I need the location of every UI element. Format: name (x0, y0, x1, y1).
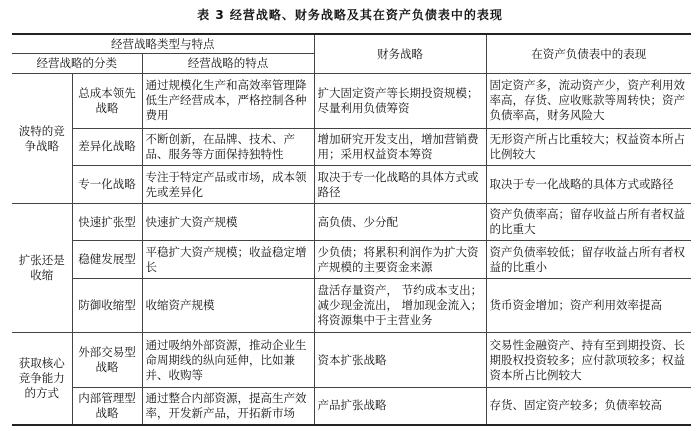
strategy-feature: 通过吸纳外部资源，推动企业生命周期线的纵向延伸，比如兼并、收购等 (142, 333, 314, 387)
financial-strategy: 高负债、少分配 (314, 203, 486, 241)
balance-sheet-performance: 资产负债率高；留存收益占所有者权益的比重大 (486, 203, 691, 241)
strategy-feature: 平稳扩大资产规模；收益稳定增长 (142, 241, 314, 279)
header-strategy-type: 经营战略类型与特点 (12, 34, 314, 54)
sub-type: 总成本领先战略 (72, 74, 142, 128)
strategy-feature: 不断创新，在品牌、技术、产品、服务等方面保持独特性 (142, 128, 314, 166)
group-label: 获取核心竞争能力的方式 (12, 333, 72, 425)
balance-sheet-performance: 存货、固定资产较多；负债率较高 (486, 387, 691, 425)
balance-sheet-performance: 货币资金增加；资产利用效率提高 (486, 279, 691, 333)
balance-sheet-performance: 资产负债率较低；留存收益占所有者权益的比重小 (486, 241, 691, 279)
group-label: 波特的竞争战略 (12, 74, 72, 204)
financial-strategy: 少负债；将累积利润作为扩大资产规模的主要资金来源 (314, 241, 486, 279)
strategy-feature: 专注于特定产品或市场，成本领先或差异化 (142, 166, 314, 204)
strategy-feature: 收缩资产规模 (142, 279, 314, 333)
header-financial-strategy: 财务战略 (314, 34, 486, 74)
sub-type: 专一化战略 (72, 166, 142, 204)
header-classification: 经营战略的分类 (12, 54, 142, 74)
financial-strategy: 增加研究开发支出，增加营销费用；采用权益资本筹资 (314, 128, 486, 166)
strategy-feature: 快速扩大资产规模 (142, 203, 314, 241)
strategy-feature: 通过规模化生产和高效率管理降低生产经营成本，严格控制各种费用 (142, 74, 314, 128)
sub-type: 差异化战略 (72, 128, 142, 166)
sub-type: 防御收缩型 (72, 279, 142, 333)
balance-sheet-performance: 固定资产多，流动资产少，资产利用效率高，存货、应收账款等周转快；资产负债率高，财务风险大 (486, 74, 691, 128)
table-caption: 表 3 经营战略、财务战略及其在资产负债表中的表现 (197, 8, 503, 22)
strategy-feature: 通过整合内部资源，提高生产效率，开发新产品，开拓新市场 (142, 387, 314, 425)
balance-sheet-performance: 交易性金融资产、持有至到期投资、长期股权投资较多；应付款项较多；权益资本所占比例较大 (486, 333, 691, 387)
financial-strategy: 扩大固定资产等长期投资规模；尽量利用负债筹资 (314, 74, 486, 128)
sub-type: 外部交易型战略 (72, 333, 142, 387)
header-features: 经营战略的特点 (142, 54, 314, 74)
balance-sheet-performance: 无形资产所占比重较大；权益资本所占比例较大 (486, 128, 691, 166)
strategy-table (12, 33, 691, 426)
financial-strategy: 盘活存量资产， 节约成本支出；减少现金流出， 增加现金流入；将资源集中于主营业务 (314, 279, 486, 333)
sub-type: 快速扩张型 (72, 203, 142, 241)
header-balance-sheet: 在资产负债表中的表现 (486, 34, 691, 74)
financial-strategy: 取决于专一化战略的具体方式或路径 (314, 166, 486, 204)
financial-strategy: 产品扩张战略 (314, 387, 486, 425)
balance-sheet-performance: 取决于专一化战略的具体方式或路径 (486, 166, 691, 204)
financial-strategy: 资本扩张战略 (314, 333, 486, 387)
sub-type: 内部管理型战略 (72, 387, 142, 425)
sub-type: 稳健发展型 (72, 241, 142, 279)
group-label: 扩张还是收缩 (12, 203, 72, 333)
